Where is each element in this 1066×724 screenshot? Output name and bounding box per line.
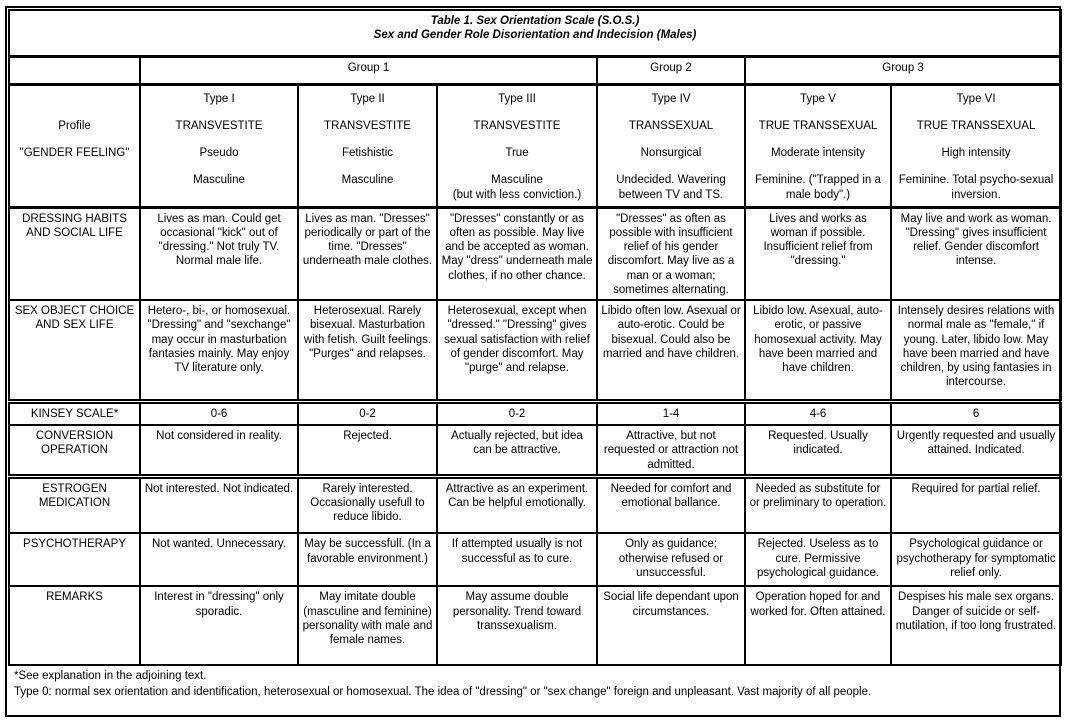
cell-psycho-type-5: Rejected. Useless as to cure. Permissive psychological guidance. (745, 533, 891, 586)
cell-estrogen-type-6: Required for partial relief. (891, 476, 1061, 533)
type-variant: High intensity (941, 147, 1011, 159)
cell-estrogen-type-4: Needed for comfort and emotional ballance. (597, 476, 745, 533)
title-line-2: Sex and Gender Role Disorientation and Indecision (Males) (373, 29, 697, 42)
cell-kinsey-type-1: 0-6 (140, 401, 298, 425)
sos-table (8, 9, 1062, 666)
cell-psycho-type-1: Not wanted. Unnecessary. (140, 533, 298, 586)
cell-conversion-type-3: Actually rejected, but idea can be attractive. (437, 425, 597, 476)
row-label: KINSEY SCALE* (9, 401, 140, 425)
dressing-habits-row (9, 207, 1061, 300)
cell-kinsey-type-2: 0-2 (298, 401, 437, 425)
cell-sexobj-type-5: Libido low. Asexual, auto-erotic, or passive homosexual activity. May have been married and have children. (745, 300, 891, 401)
cell-remarks-type-4: Social life dependant upon circumstances. (597, 586, 745, 665)
group-header-row (9, 56, 1061, 84)
profile-type-3 (437, 84, 597, 207)
cell-conversion-type-2: Rejected. (298, 425, 437, 476)
remarks-row (9, 586, 1061, 665)
type-name: Type I (203, 92, 235, 105)
group-2-header: Group 2 (597, 56, 745, 84)
group-3-header: Group 3 (745, 56, 1061, 84)
type-feeling: Undecided. Wavering between TV and TS. (616, 174, 726, 201)
type-feeling: Masculine (193, 174, 245, 187)
type-name: Type II (350, 92, 385, 105)
page-frame (5, 6, 1061, 717)
estrogen-medication-row (9, 476, 1061, 533)
kinsey-scale-row (9, 401, 1061, 425)
table-title-row (9, 10, 1061, 56)
conversion-operation-row (9, 425, 1061, 476)
type-name: Type VI (956, 92, 996, 105)
cell-dressing-type-1: Lives as man. Could get occasional "kick" out of "dressing." Not truly TV. Normal male life. (140, 207, 298, 300)
cell-psycho-type-4: Only as guidance; otherwise refused or unsuccessful. (597, 533, 745, 586)
row-label: REMARKS (9, 586, 140, 665)
profile-row-label (9, 84, 140, 207)
cell-dressing-type-3: "Dresses" constantly or as often as possible. May live and be accepted as woman. May "dress" underneath male clothes, if no other chance. (437, 207, 597, 300)
psychotherapy-row (9, 533, 1061, 586)
type-feeling: Masculine (341, 174, 394, 187)
profile-label-line-1: Profile (58, 119, 91, 132)
type-name: Type IV (651, 92, 691, 105)
cell-sexobj-type-4: Libido often low. Asexual or auto-erotic. Could be bisexual. Could also be married and have children. (597, 300, 745, 401)
cell-psycho-type-6: Psychological guidance or psychotherapy for symptomatic relief only. (891, 533, 1061, 586)
cell-sexobj-type-1: Hetero-, bi-, or homosexual. "Dressing" and "sexchange" may occur in masturbation fantasies mainly. May enjoy TV literature only. (140, 300, 298, 401)
row-label: DRESSING HABITS AND SOCIAL LIFE (9, 207, 140, 300)
cell-estrogen-type-3: Attractive as an experiment. Can be helpful emotionally. (437, 476, 597, 533)
cell-remarks-type-3: May assume double personality. Trend toward transsexualism. (437, 586, 597, 665)
cell-conversion-type-6: Urgently requested and usually attained. Indicated. (891, 425, 1061, 476)
cell-sexobj-type-6: Intensely desires relations with normal male as "female," if young. Later, libido low. May have been married and have children, by using fantasies in intercourse. (891, 300, 1061, 401)
group-header-empty-cell (9, 56, 140, 84)
type-category: TRANSVESTITE (473, 119, 561, 132)
cell-kinsey-type-4: 1-4 (597, 401, 745, 425)
footnote-line-1: *See explanation in the adjoining text. (14, 670, 207, 683)
table-title (9, 10, 1061, 56)
type-variant: Moderate intensity (771, 147, 865, 159)
cell-remarks-type-2: May imitate double (masculine and feminine) personality with male and female names. (298, 586, 437, 665)
cell-dressing-type-5: Lives and works as woman if possible. Insufficient relief from "dressing." (745, 207, 891, 300)
type-variant: Nonsurgical (640, 147, 702, 159)
sex-object-row (9, 300, 1061, 401)
group-1-header: Group 1 (140, 56, 597, 84)
type-variant: True (505, 147, 529, 159)
type-name: Type V (800, 92, 836, 105)
type-category: TRANSVESTITE (324, 119, 411, 132)
cell-estrogen-type-5: Needed as substitute for or preliminary to operation. (745, 476, 891, 533)
type-variant: Pseudo (199, 147, 239, 159)
type-name: Type III (498, 92, 536, 105)
type-category: TRUE TRANSSEXUAL (758, 119, 878, 132)
profile-row (9, 84, 1061, 207)
profile-type-1 (140, 84, 298, 207)
type-variant: Fetishistic (341, 147, 394, 159)
cell-remarks-type-6: Despises his male sex organs. Danger of suicide or self-mutilation, if too long frustrated. (891, 586, 1061, 665)
profile-type-5 (745, 84, 891, 207)
type-feeling: Feminine. ("Trapped in a male body".) (755, 174, 881, 201)
row-label: SEX OBJECT CHOICE AND SEX LIFE (9, 300, 140, 401)
cell-conversion-type-5: Requested. Usually indicated. (745, 425, 891, 476)
cell-remarks-type-5: Operation hoped for and worked for. Often attained. (745, 586, 891, 665)
cell-dressing-type-4: "Dresses" as often as possible with insufficient relief of his gender discomfort. May live as a man or a woman; sometimes alternating. (597, 207, 745, 300)
cell-dressing-type-6: May live and work as woman. "Dressing" gives insufficient relief. Gender discomfort intense. (891, 207, 1061, 300)
cell-sexobj-type-3: Heterosexual, except when "dressed." "Dressing" gives sexual satisfaction with relief of gender discomfort. May "purge" and relapse. (437, 300, 597, 401)
cell-conversion-type-4: Attractive, but not requested or attraction not admitted. (597, 425, 745, 476)
row-label: PSYCHOTHERAPY (9, 533, 140, 586)
type-category: TRANSVESTITE (175, 119, 263, 132)
cell-conversion-type-1: Not considered in reality. (140, 425, 298, 476)
row-label: CONVERSION OPERATION (9, 425, 140, 476)
cell-kinsey-type-3: 0-2 (437, 401, 597, 425)
cell-remarks-type-1: Interest in "dressing" only sporadic. (140, 586, 298, 665)
cell-sexobj-type-2: Heterosexual. Rarely bisexual. Masturbation with fetish. Guilt feelings. "Purges" and relapses. (298, 300, 437, 401)
profile-label-line-2: "GENDER FEELING" (19, 146, 130, 159)
cell-psycho-type-3: If attempted usually is not successful as to cure. (437, 533, 597, 586)
footnotes (8, 666, 1058, 714)
type-category: TRUE TRANSSEXUAL (916, 119, 1036, 132)
row-label: ESTROGEN MEDICATION (9, 476, 140, 533)
cell-psycho-type-2: May be successfull. (In a favorable environment.) (298, 533, 437, 586)
cell-kinsey-type-6: 6 (891, 401, 1061, 425)
type-category: TRANSSEXUAL (628, 119, 714, 132)
profile-type-4 (597, 84, 745, 207)
type-feeling: Feminine. Total psycho-sexual inversion. (898, 174, 1054, 201)
cell-kinsey-type-5: 4-6 (745, 401, 891, 425)
title-line-1: Table 1. Sex Orientation Scale (S.O.S.) (430, 15, 640, 27)
cell-estrogen-type-1: Not interested. Not indicated. (140, 476, 298, 533)
footnote-line-2: Type 0: normal sex orientation and identification, heterosexual or homosexual. The idea of "dressing" or "sex change" foreign and unpleasant. Vast majority of all people. (14, 685, 872, 698)
type-feeling: Masculine (but with less conviction.) (452, 174, 582, 201)
cell-estrogen-type-2: Rarely interested. Occasionally usefull to reduce libido. (298, 476, 437, 533)
cell-dressing-type-2: Lives as man. "Dresses" periodically or part of the time. "Dresses" underneath male clothes. (298, 207, 437, 300)
profile-type-6 (891, 84, 1061, 207)
profile-type-2 (298, 84, 437, 207)
